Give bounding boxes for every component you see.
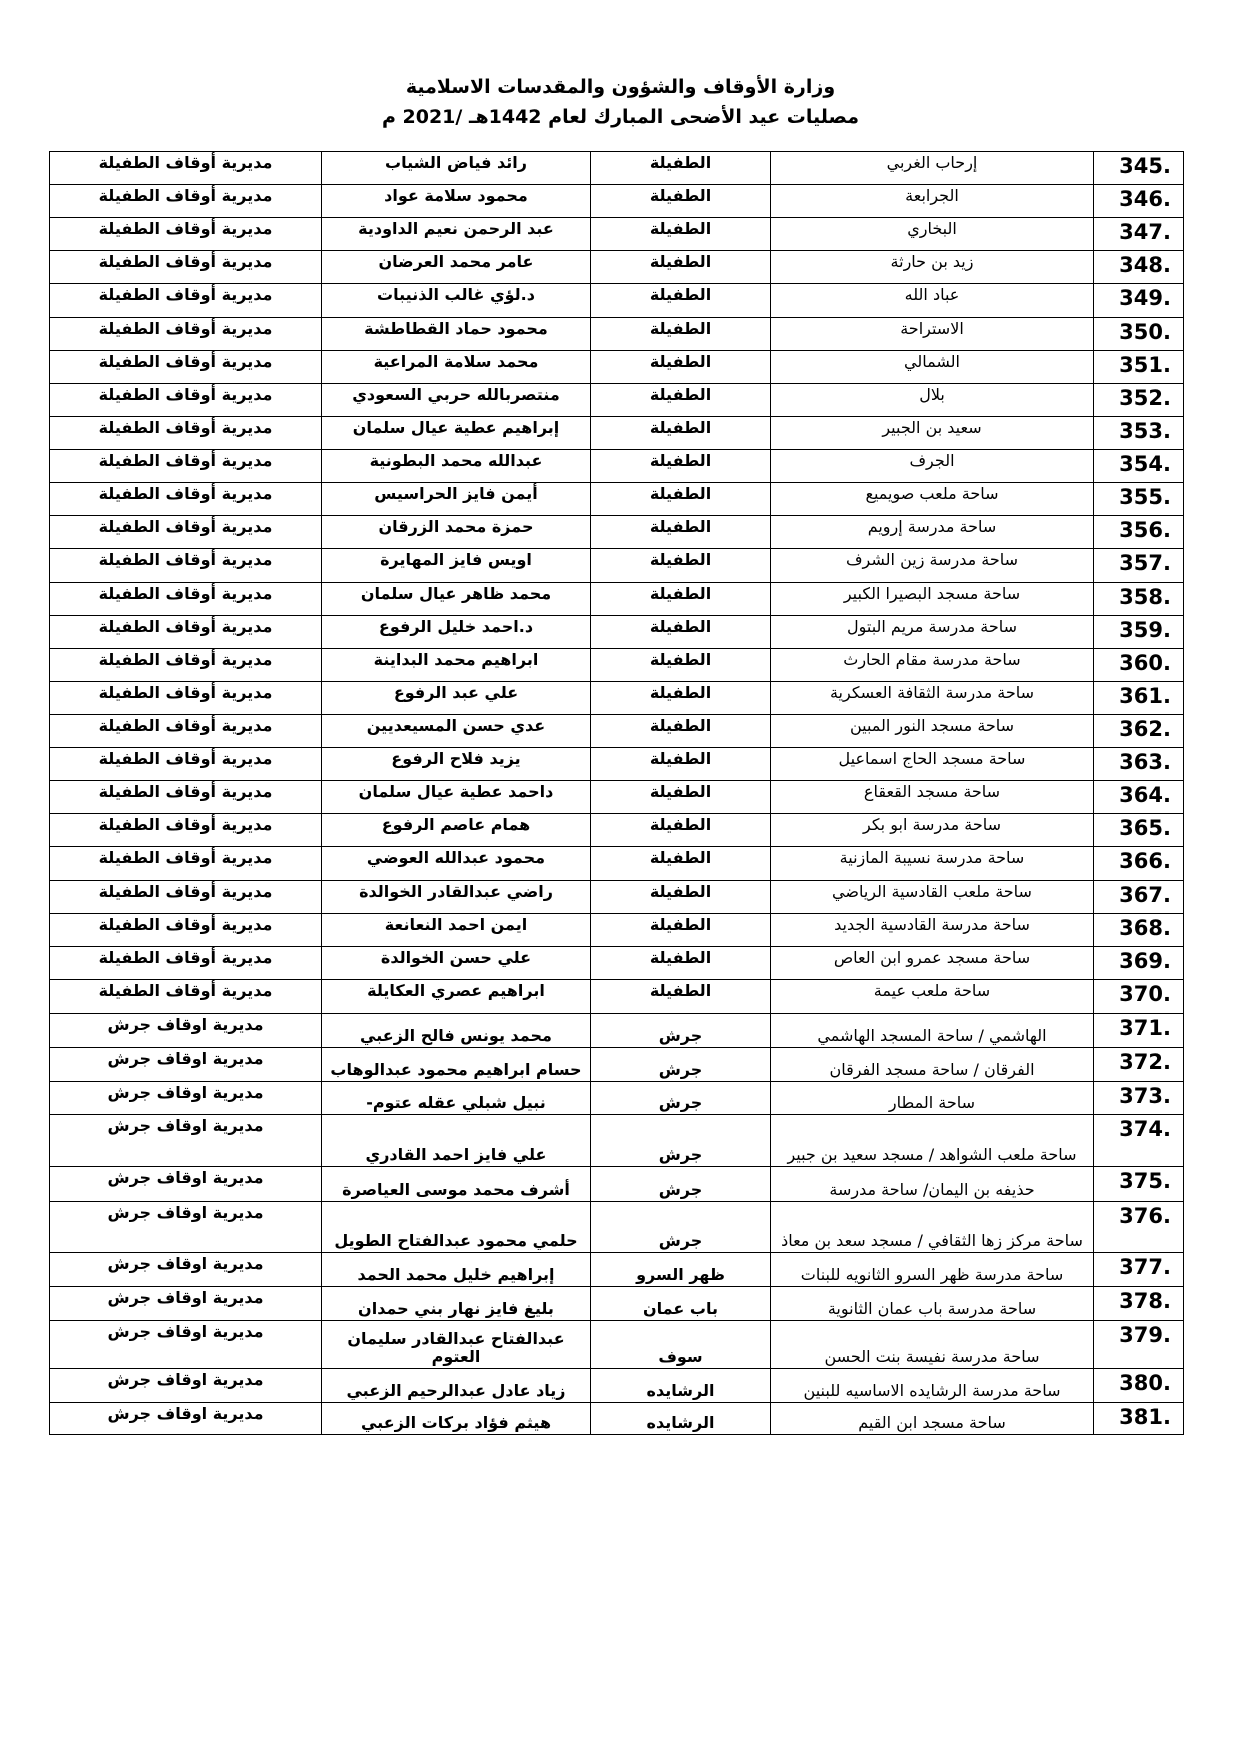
table-row — [50, 1167, 1184, 1202]
table-row — [50, 549, 1184, 583]
area-name: الطفيلة — [591, 715, 771, 748]
prayer-site: إرحاب الغربي — [771, 152, 1094, 185]
area-name: الطفيلة — [591, 549, 771, 583]
directorate-name: مديرية أوقاف الطفيلة — [50, 715, 322, 748]
directorate-name: مديرية أوقاف الطفيلة — [50, 980, 322, 1014]
directorate-name: مديرية أوقاف الطفيلة — [50, 218, 322, 251]
prayer-site: بلال — [771, 384, 1094, 417]
prayer-site: ساحة مدرسة نفيسة بنت الحسن — [771, 1321, 1094, 1369]
area-name: الطفيلة — [591, 152, 771, 185]
row-number: 381. — [1094, 1403, 1184, 1435]
area-name: الطفيلة — [591, 218, 771, 251]
directorate-name: مديرية أوقاف الطفيلة — [50, 284, 322, 318]
prayer-site: ساحة ملعب الشواهد / مسجد سعيد بن جبير — [771, 1115, 1094, 1167]
area-name: الطفيلة — [591, 450, 771, 483]
preacher-name: هيثم فؤاد بركات الزعبي — [322, 1403, 591, 1435]
preacher-name: محمد يونس فالح الزعبي — [322, 1014, 591, 1048]
prayer-site: الاستراحة — [771, 318, 1094, 351]
table-row — [50, 980, 1184, 1014]
area-name: الطفيلة — [591, 947, 771, 980]
area-name: الطفيلة — [591, 748, 771, 781]
area-name: الطفيلة — [591, 284, 771, 318]
document-subtitle: مصليات عيد الأضحى المبارك لعام 1442هـ /2021 م — [381, 106, 860, 128]
directorate-name: مديرية أوقاف الطفيلة — [50, 616, 322, 649]
row-number: 367. — [1094, 881, 1184, 914]
prayer-site: الجرف — [771, 450, 1094, 483]
area-name: باب عمان — [591, 1287, 771, 1321]
table-row — [50, 1369, 1184, 1403]
area-name: الطفيلة — [591, 847, 771, 881]
directorate-name: مديرية أوقاف الطفيلة — [50, 384, 322, 417]
prayer-site: ساحة مدرسة الثقافة العسكرية — [771, 682, 1094, 715]
directorate-name: مديرية اوقاف جرش — [50, 1115, 322, 1167]
table-row — [50, 284, 1184, 318]
area-name: الطفيلة — [591, 417, 771, 450]
area-name: الطفيلة — [591, 814, 771, 847]
row-number: 372. — [1094, 1048, 1184, 1082]
directorate-name: مديرية أوقاف الطفيلة — [50, 947, 322, 980]
table-row — [50, 185, 1184, 218]
area-name: جرش — [591, 1014, 771, 1048]
preacher-name: يزيد فلاح الرفوع — [322, 748, 591, 781]
row-number: 363. — [1094, 748, 1184, 781]
table-row — [50, 1253, 1184, 1287]
table-row — [50, 947, 1184, 980]
prayer-site: ساحة مسجد القعقاع — [771, 781, 1094, 814]
preacher-name: علي فايز احمد القادري — [322, 1115, 591, 1167]
row-number: 374. — [1094, 1115, 1184, 1167]
row-number: 358. — [1094, 583, 1184, 616]
preacher-name: عبدالفتاح عبدالقادر سليمان العتوم — [322, 1321, 591, 1369]
table-body — [50, 152, 1184, 1435]
directorate-name: مديرية أوقاف الطفيلة — [50, 914, 322, 947]
preacher-name: أيمن فايز الحراسيس — [322, 483, 591, 516]
directorate-name: مديرية أوقاف الطفيلة — [50, 185, 322, 218]
preacher-name: داحمد عطية عيال سلمان — [322, 781, 591, 814]
area-name: الطفيلة — [591, 616, 771, 649]
prayer-site: ساحة مدرسة مقام الحارث — [771, 649, 1094, 682]
preacher-name: عبدالله محمد البطونية — [322, 450, 591, 483]
directorate-name: مديرية اوقاف جرش — [50, 1082, 322, 1115]
prayer-site: ساحة مسجد الحاج اسماعيل — [771, 748, 1094, 781]
table-row — [50, 715, 1184, 748]
row-number: 376. — [1094, 1202, 1184, 1253]
area-name: الرشايده — [591, 1369, 771, 1403]
prayer-site: زيد بن حارثة — [771, 251, 1094, 284]
ministry-title: وزارة الأوقاف والشؤون والمقدسات الاسلامية — [405, 76, 836, 98]
preacher-name: د.احمد خليل الرفوع — [322, 616, 591, 649]
row-number: 379. — [1094, 1321, 1184, 1369]
preacher-name: منتصربالله حربي السعودي — [322, 384, 591, 417]
table-row — [50, 483, 1184, 516]
table-row — [50, 583, 1184, 616]
row-number: 365. — [1094, 814, 1184, 847]
table-row — [50, 251, 1184, 284]
area-name: الطفيلة — [591, 318, 771, 351]
area-name: الرشايده — [591, 1403, 771, 1435]
table-row — [50, 682, 1184, 715]
preacher-name: بليغ فايز نهار بني حمدان — [322, 1287, 591, 1321]
preacher-name: محمد ظاهر عيال سلمان — [322, 583, 591, 616]
directorate-name: مديرية اوقاف جرش — [50, 1253, 322, 1287]
prayer-site: ساحة مدرسة زين الشرف — [771, 549, 1094, 583]
preacher-name: اويس فايز المهايرة — [322, 549, 591, 583]
area-name: جرش — [591, 1115, 771, 1167]
directorate-name: مديرية اوقاف جرش — [50, 1167, 322, 1202]
preacher-name: ابراهيم عصري العكايلة — [322, 980, 591, 1014]
area-name: الطفيلة — [591, 516, 771, 549]
prayer-site: ساحة مدرسة ابو بكر — [771, 814, 1094, 847]
preacher-name: نبيل شبلي عقله عتوم- — [322, 1082, 591, 1115]
preacher-name: ابراهيم محمد البداينة — [322, 649, 591, 682]
area-name: الطفيلة — [591, 682, 771, 715]
area-name: الطفيلة — [591, 185, 771, 218]
table-row — [50, 649, 1184, 682]
row-number: 377. — [1094, 1253, 1184, 1287]
directorate-name: مديرية أوقاف الطفيلة — [50, 748, 322, 781]
directorate-name: مديرية أوقاف الطفيلة — [50, 351, 322, 384]
directorate-name: مديرية اوقاف جرش — [50, 1321, 322, 1369]
directorate-name: مديرية اوقاف جرش — [50, 1287, 322, 1321]
table-row — [50, 1014, 1184, 1048]
directorate-name: مديرية أوقاف الطفيلة — [50, 152, 322, 185]
preacher-name: علي عبد الرفوع — [322, 682, 591, 715]
table-row — [50, 748, 1184, 781]
preacher-name: أشرف محمد موسى العياصرة — [322, 1167, 591, 1202]
directorate-name: مديرية أوقاف الطفيلة — [50, 318, 322, 351]
area-name: الطفيلة — [591, 649, 771, 682]
prayer-site: ساحة المطار — [771, 1082, 1094, 1115]
area-name: الطفيلة — [591, 980, 771, 1014]
table-row — [50, 881, 1184, 914]
row-number: 355. — [1094, 483, 1184, 516]
directorate-name: مديرية أوقاف الطفيلة — [50, 682, 322, 715]
preacher-name: محمود عبدالله العوضي — [322, 847, 591, 881]
row-number: 373. — [1094, 1082, 1184, 1115]
prayer-site: ساحة ملعب صويميع — [771, 483, 1094, 516]
prayer-site: ساحة مدرسة القادسية الجديد — [771, 914, 1094, 947]
row-number: 378. — [1094, 1287, 1184, 1321]
prayer-site: حذيفه بن اليمان/ ساحة مدرسة — [771, 1167, 1094, 1202]
area-name: ظهر السرو — [591, 1253, 771, 1287]
preacher-name: محمود سلامة عواد — [322, 185, 591, 218]
table-row — [50, 1403, 1184, 1435]
prayer-site: ساحة مدرسة مريم البتول — [771, 616, 1094, 649]
table-row — [50, 1048, 1184, 1082]
area-name: الطفيلة — [591, 384, 771, 417]
area-name: الطفيلة — [591, 881, 771, 914]
prayer-site: الشمالي — [771, 351, 1094, 384]
directorate-name: مديرية أوقاف الطفيلة — [50, 814, 322, 847]
row-number: 360. — [1094, 649, 1184, 682]
area-name: جرش — [591, 1202, 771, 1253]
row-number: 366. — [1094, 847, 1184, 881]
row-number: 354. — [1094, 450, 1184, 483]
area-name: جرش — [591, 1048, 771, 1082]
row-number: 375. — [1094, 1167, 1184, 1202]
directorate-name: مديرية أوقاف الطفيلة — [50, 781, 322, 814]
table-row — [50, 814, 1184, 847]
area-name: الطفيلة — [591, 251, 771, 284]
prayer-site: ساحة مدرسة الرشايده الاساسيه للبنين — [771, 1369, 1094, 1403]
directorate-name: مديرية أوقاف الطفيلة — [50, 847, 322, 881]
row-number: 364. — [1094, 781, 1184, 814]
directorate-name: مديرية أوقاف الطفيلة — [50, 516, 322, 549]
row-number: 350. — [1094, 318, 1184, 351]
table-row — [50, 152, 1184, 185]
preacher-name: حمزة محمد الزرقان — [322, 516, 591, 549]
preacher-name: إبراهيم عطية عيال سلمان — [322, 417, 591, 450]
prayer-site: ساحة مدرسة إرويم — [771, 516, 1094, 549]
preacher-name: محمد سلامة المراعية — [322, 351, 591, 384]
page-header — [0, 72, 1241, 132]
directorate-name: مديرية أوقاف الطفيلة — [50, 649, 322, 682]
prayer-site: ساحة مسجد عمرو ابن العاص — [771, 947, 1094, 980]
directorate-name: مديرية أوقاف الطفيلة — [50, 483, 322, 516]
table-row — [50, 914, 1184, 947]
area-name: الطفيلة — [591, 583, 771, 616]
directorate-name: مديرية اوقاف جرش — [50, 1014, 322, 1048]
preacher-name: علي حسن الخوالدة — [322, 947, 591, 980]
row-number: 380. — [1094, 1369, 1184, 1403]
row-number: 370. — [1094, 980, 1184, 1014]
row-number: 369. — [1094, 947, 1184, 980]
row-number: 352. — [1094, 384, 1184, 417]
prayer-site: البخاري — [771, 218, 1094, 251]
table-row — [50, 1115, 1184, 1167]
preacher-name: راضي عبدالقادر الخوالدة — [322, 881, 591, 914]
preacher-name: عبد الرحمن نعيم الداودية — [322, 218, 591, 251]
directorate-name: مديرية أوقاف الطفيلة — [50, 417, 322, 450]
table-row — [50, 1202, 1184, 1253]
row-number: 348. — [1094, 251, 1184, 284]
directorate-name: مديرية أوقاف الطفيلة — [50, 583, 322, 616]
prayer-site: عباد الله — [771, 284, 1094, 318]
area-name: الطفيلة — [591, 914, 771, 947]
table-row — [50, 516, 1184, 549]
directorate-name: مديرية أوقاف الطفيلة — [50, 549, 322, 583]
directorate-name: مديرية أوقاف الطفيلة — [50, 450, 322, 483]
prayer-site: الهاشمي / ساحة المسجد الهاشمي — [771, 1014, 1094, 1048]
table-row — [50, 847, 1184, 881]
preacher-name: ايمن احمد النعانعة — [322, 914, 591, 947]
table-row — [50, 616, 1184, 649]
directorate-name: مديرية اوقاف جرش — [50, 1369, 322, 1403]
directorate-name: مديرية اوقاف جرش — [50, 1202, 322, 1253]
prayer-site: ساحة مدرسة باب عمان الثانوية — [771, 1287, 1094, 1321]
row-number: 362. — [1094, 715, 1184, 748]
preacher-name: همام عاصم الرفوع — [322, 814, 591, 847]
row-number: 347. — [1094, 218, 1184, 251]
row-number: 346. — [1094, 185, 1184, 218]
preacher-name: حلمي محمود عبدالفتاح الطويل — [322, 1202, 591, 1253]
row-number: 356. — [1094, 516, 1184, 549]
prayer-sites-table — [49, 151, 1184, 1435]
area-name: جرش — [591, 1167, 771, 1202]
preacher-name: د.لؤي غالب الذنيبات — [322, 284, 591, 318]
table-row — [50, 318, 1184, 351]
prayer-site: الجرابعة — [771, 185, 1094, 218]
row-number: 345. — [1094, 152, 1184, 185]
row-number: 351. — [1094, 351, 1184, 384]
preacher-name: حسام ابراهيم محمود عبدالوهاب — [322, 1048, 591, 1082]
directorate-name: مديرية اوقاف جرش — [50, 1048, 322, 1082]
prayer-site: ساحة ملعب القادسية الرياضي — [771, 881, 1094, 914]
table-row — [50, 384, 1184, 417]
area-name: جرش — [591, 1082, 771, 1115]
preacher-name: عدي حسن المسيعديين — [322, 715, 591, 748]
table-row — [50, 417, 1184, 450]
prayer-site: سعيد بن الجبير — [771, 417, 1094, 450]
area-name: الطفيلة — [591, 483, 771, 516]
table-row — [50, 1287, 1184, 1321]
directorate-name: مديرية أوقاف الطفيلة — [50, 251, 322, 284]
table-row — [50, 218, 1184, 251]
preacher-name: محمود حماد القطاطشة — [322, 318, 591, 351]
row-number: 368. — [1094, 914, 1184, 947]
row-number: 359. — [1094, 616, 1184, 649]
table-row — [50, 1082, 1184, 1115]
prayer-site: ساحة مدرسة ظهر السرو الثانويه للبنات — [771, 1253, 1094, 1287]
prayer-site: ساحة مدرسة نسيبة المازنية — [771, 847, 1094, 881]
preacher-name: رائد فياض الشياب — [322, 152, 591, 185]
preacher-name: إبراهيم خليل محمد الحمد — [322, 1253, 591, 1287]
row-number: 357. — [1094, 549, 1184, 583]
area-name: الطفيلة — [591, 781, 771, 814]
table-row — [50, 351, 1184, 384]
preacher-name: عامر محمد العرضان — [322, 251, 591, 284]
row-number: 353. — [1094, 417, 1184, 450]
directorate-name: مديرية أوقاف الطفيلة — [50, 881, 322, 914]
preacher-name: زياد عادل عبدالرحيم الزعبي — [322, 1369, 591, 1403]
area-name: سوف — [591, 1321, 771, 1369]
prayer-site: ساحة ملعب عيمة — [771, 980, 1094, 1014]
area-name: الطفيلة — [591, 351, 771, 384]
row-number: 349. — [1094, 284, 1184, 318]
table-row — [50, 1321, 1184, 1369]
row-number: 371. — [1094, 1014, 1184, 1048]
prayer-site: ساحة مسجد البصيرا الكبير — [771, 583, 1094, 616]
row-number: 361. — [1094, 682, 1184, 715]
table-row — [50, 450, 1184, 483]
prayer-site: ساحة مسجد ابن القيم — [771, 1403, 1094, 1435]
prayer-site: ساحة مسجد النور المبين — [771, 715, 1094, 748]
prayer-site: ساحة مركز زها الثقافي / مسجد سعد بن معاذ — [771, 1202, 1094, 1253]
directorate-name: مديرية اوقاف جرش — [50, 1403, 322, 1435]
prayer-site: الفرقان / ساحة مسجد الفرقان — [771, 1048, 1094, 1082]
table-row — [50, 781, 1184, 814]
